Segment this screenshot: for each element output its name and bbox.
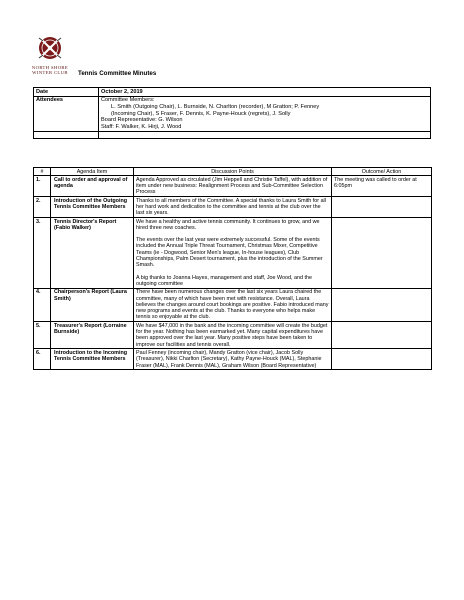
table-row — [34, 288, 432, 321]
table-row — [34, 349, 432, 370]
discussion-points — [134, 322, 332, 349]
attendees-line: Committee Members: — [101, 97, 155, 104]
table-row — [34, 322, 432, 349]
outcome — [332, 218, 432, 289]
discussion-points — [134, 176, 332, 197]
table-row — [34, 176, 432, 197]
row-number: 4. — [34, 288, 51, 321]
agenda-item: Tennis Director's Report (Fabio Walker) — [51, 218, 134, 289]
row-number: 3. — [34, 218, 51, 289]
minutes-table — [33, 167, 432, 370]
empty-row — [34, 132, 431, 139]
discussion-paragraph: Paul Fenney (incoming chair), Mandy Gratton (vice chair), Jacob Solly (Treasurer), Nikki Charlton (Secretary), Kathy Payne-Houck (MAL), Stephanie Fraser (MAL), Frank Dennis (MAL), Graham Wilson (Board Representative) — [136, 349, 322, 369]
discussion-points — [134, 218, 332, 289]
row-number: 2. — [34, 197, 51, 218]
col-header-agenda-item: Agenda Item — [51, 168, 134, 176]
attendees-value — [99, 96, 431, 132]
attendees-line: Staff: F. Walker, K. Hirji, J. Wood — [101, 124, 182, 131]
row-number: 6. — [34, 349, 51, 370]
outcome — [332, 197, 432, 218]
discussion-paragraph: There have been numerous changes over the last six years Laura chaired the committee, many of which have been met with resistance. Overall, Laura believes the changes around court bookings are positive. Fabio introduced many new programs and events at the club. Thanks to everyone who helps make tennis so enjoyable at the club. — [136, 289, 329, 321]
agenda-item: Introduction to the Incoming Tennis Committee Members — [51, 349, 134, 370]
outcome: The meeting was called to order at 6:05pm — [332, 176, 432, 197]
row-number: 5. — [34, 322, 51, 349]
discussion-paragraph: We have $47,000 in the bank and the incoming committee will create the budget for the year. Nothing has been earmarked yet. Many capital expenditures have been approved over the last year. Many positive steps have been taken to improve our facilities and tennis overall. — [136, 322, 328, 348]
attendees-line: L. Smith (Outgoing Chair), L. Burnside, N. Charlton (recorder), M Gratton; P. Fenney — [111, 103, 320, 110]
discussion-points — [134, 288, 332, 321]
discussion-points — [134, 197, 332, 218]
logo-line-2: WINTER CLUB — [32, 70, 68, 75]
table-row — [34, 197, 432, 218]
discussion-paragraph: The events over the last year were extremely successful. Some of the events included the Annual Triple Threat Tournament, Christmas Mixer, Competitive Teams (ie - Dogwood, Senior Men's league, In-house leagues), Club Championships, Palm Desert tournament, plus the introduction of the Summer Smash. — [136, 237, 323, 269]
agenda-item: Chairperson's Report (Laura Smith) — [51, 288, 134, 321]
logo-line-1: NORTH SHORE — [31, 65, 69, 70]
attendees-line: Board Representative: G. Wilson — [101, 117, 183, 124]
agenda-item: Introduction of the Outgoing Tennis Committee Members — [51, 197, 134, 218]
date-label: Date — [34, 88, 99, 97]
outcome — [332, 322, 432, 349]
club-logo — [30, 34, 70, 75]
col-header-outcome: Outcome/ Action — [332, 168, 432, 176]
row-number: 1. — [34, 176, 51, 197]
col-header-number: # — [34, 168, 51, 176]
discussion-points — [134, 349, 332, 370]
date-value: October 2, 2019 — [99, 88, 431, 97]
outcome — [332, 288, 432, 321]
agenda-item: Treasurer's Report (Lorraine Burnside) — [51, 322, 134, 349]
outcome — [332, 349, 432, 370]
logo-text — [30, 65, 70, 75]
agenda-item: Call to order and approval of agenda — [51, 176, 134, 197]
table-row — [34, 218, 432, 289]
discussion-paragraph: Agenda Approved as circulated (Jim Heppell and Christie Taffel), with addition of item under new business: Realignment Process and Sub-Committee Selection Process — [136, 176, 328, 196]
attendees-line: (Incoming Chair), S Fraser, F. Dennis, K. Payne-Houck (regrets), J. Solly — [111, 110, 291, 117]
document-title: Tennis Committee Minutes — [78, 70, 157, 77]
discussion-paragraph: We have a healthy and active tennis community. It continues to grow, and we hired three new coaches. — [136, 218, 320, 231]
club-crest-icon — [36, 34, 64, 64]
attendees-row — [34, 96, 431, 132]
attendees-label: Attendees — [34, 96, 99, 132]
discussion-paragraph: A big thanks to Joanna Hayes, management and staff, Joe Wood, and the outgoing committee — [136, 274, 313, 287]
meeting-info-table — [33, 87, 431, 139]
minutes-header-row — [34, 168, 432, 176]
date-row — [34, 88, 431, 97]
col-header-discussion: Discussion Points — [134, 168, 332, 176]
discussion-paragraph: Thanks to all members of the Committee. A special thanks to Laura Smith for all her hard work and dedication to the committee and tennis at the club over the last six years. — [136, 197, 326, 217]
